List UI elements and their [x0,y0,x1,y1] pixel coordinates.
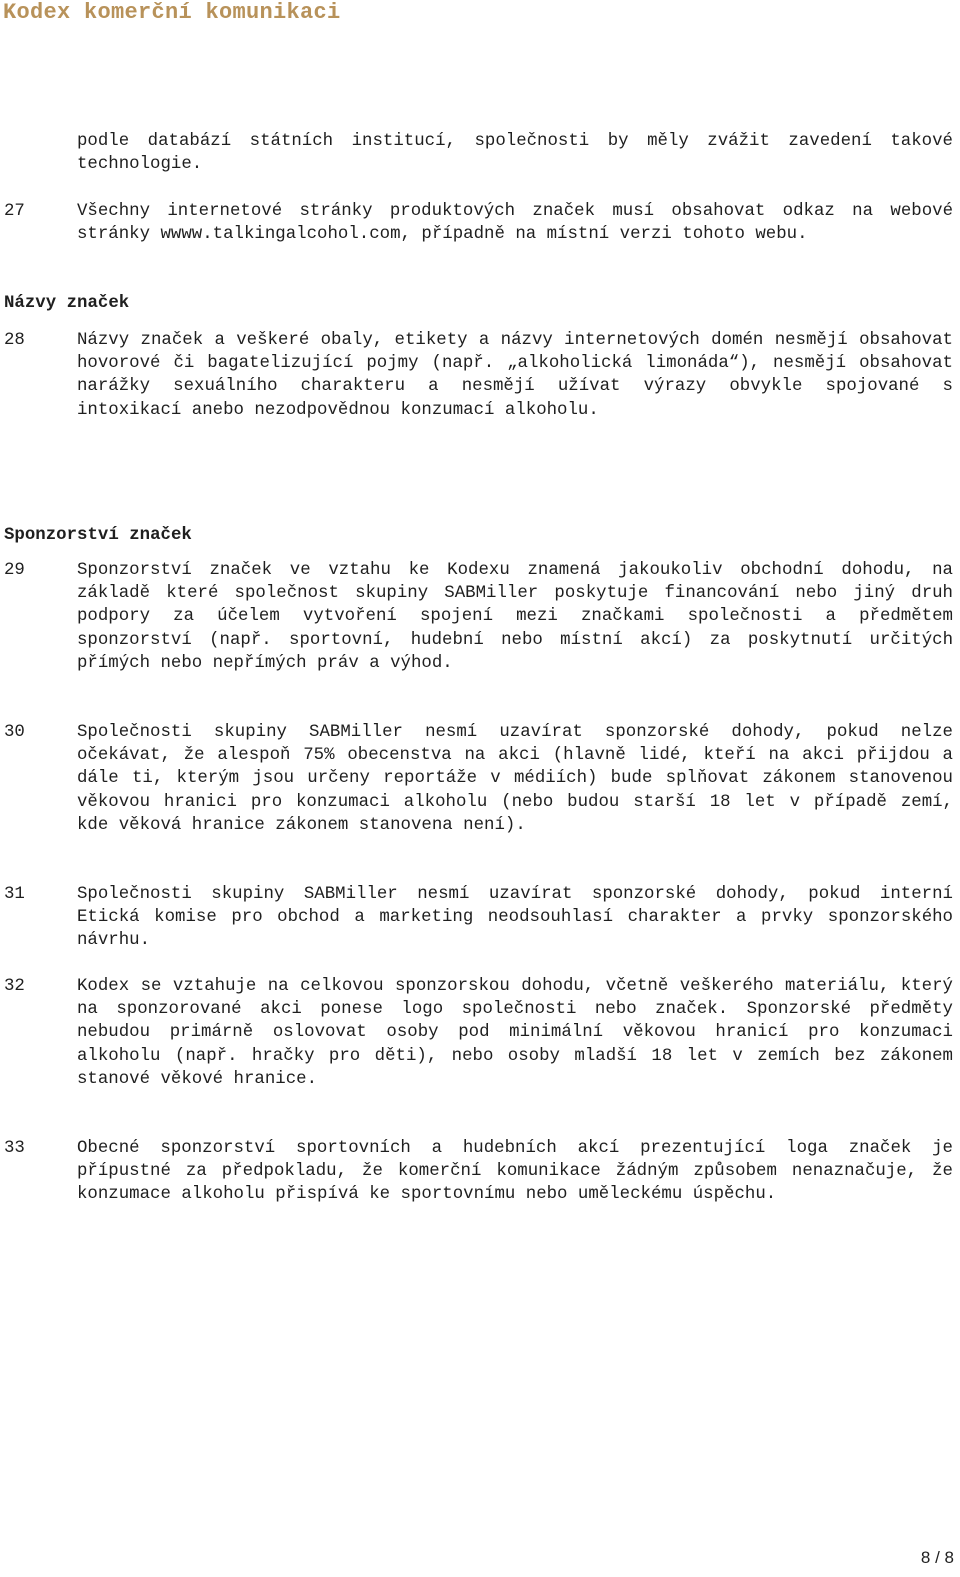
clause-number-32: 32 [4,977,25,996]
document-title: Kodex komerční komunikaci [3,0,341,25]
section-heading-sponsorship: Sponzorství značek [4,526,192,545]
section-heading-brand-names: Názvy značek [4,294,130,313]
clause-text-31: Společnosti skupiny SABMiller nesmí uzavírat sponzorské dohody, pokud interní Etická komise pro obchod a marketing neodsouhlasí charakter a prvky sponzorského návrhu. [77,885,953,951]
clause-number-30: 30 [4,723,25,742]
clause-text-29: Sponzorství značek ve vztahu ke Kodexu znamená jakoukoliv obchodní dohodu, na základě které společnost skupiny SABMiller poskytuje financování nebo jiný druh podpory za účelem vytvoření spojení mezi značkami společnosti a předmětem sponzorství (např. sportovní, hudební nebo místní akcí) za poskytnutí určitých přímých nebo nepřímých práv a výhod. [77,561,953,673]
clause-text-27: Všechny internetové stránky produktových značek musí obsahovat odkaz na webové stránky wwww.talkingalcohol.com, případně na místní verzi tohoto webu. [77,202,953,245]
page-number: 8 / 8 [920,1548,954,1567]
clause-text-28: Názvy značek a veškeré obaly, etikety a názvy internetových domén nesmějí obsahovat hovorové či bagatelizující pojmy (např. „alkoholická limonáda“), nesmějí obsahovat narážky sexuálního charakteru a nesmějí užívat výrazy obvykle spojované s intoxikací anebo nezodpovědnou konzumací alkoholu. [77,331,953,420]
clause-text-33: Obecné sponzorství sportovních a hudebních akcí prezentující loga značek je přípustné za předpokladu, že komerční komunikace žádným způsobem nenaznačuje, že konzumace alkoholu přispívá ke sportovnímu nebo uměleckému úspěchu. [77,1139,953,1205]
clause-number-28: 28 [4,331,25,350]
intro-paragraph: podle databází státních institucí, společnosti by měly zvážit zavedení takové technologie. [77,132,953,175]
clause-number-31: 31 [4,885,25,904]
clause-text-30: Společnosti skupiny SABMiller nesmí uzavírat sponzorské dohody, pokud nelze očekávat, že alespoň 75% obecenstva na akci (hlavně lidé, kteří na akci přijdou a dále ti, kterým jsou určeny reportáže v médiích) bude splňovat zákonem stanovenou věkovou hranici pro konzumaci alkoholu (nebo budou starší 18 let v případě zemí, kde věková hranice zákonem stanovena není). [77,723,953,835]
clause-text-32: Kodex se vztahuje na celkovou sponzorskou dohodu, včetně veškerého materiálu, který na sponzorované akci ponese logo společnosti nebo značek. Sponzorské předměty nebudou primárně oslovovat osoby pod minimální věkovou hranicí pro konzumaci alkoholu (např. hračky pro děti), nebo osoby mladší 18 let v zemích bez zákonem stanové věkové hranice. [77,977,953,1089]
clause-number-33: 33 [4,1139,25,1158]
clause-number-27: 27 [4,202,25,221]
clause-number-29: 29 [4,561,25,580]
